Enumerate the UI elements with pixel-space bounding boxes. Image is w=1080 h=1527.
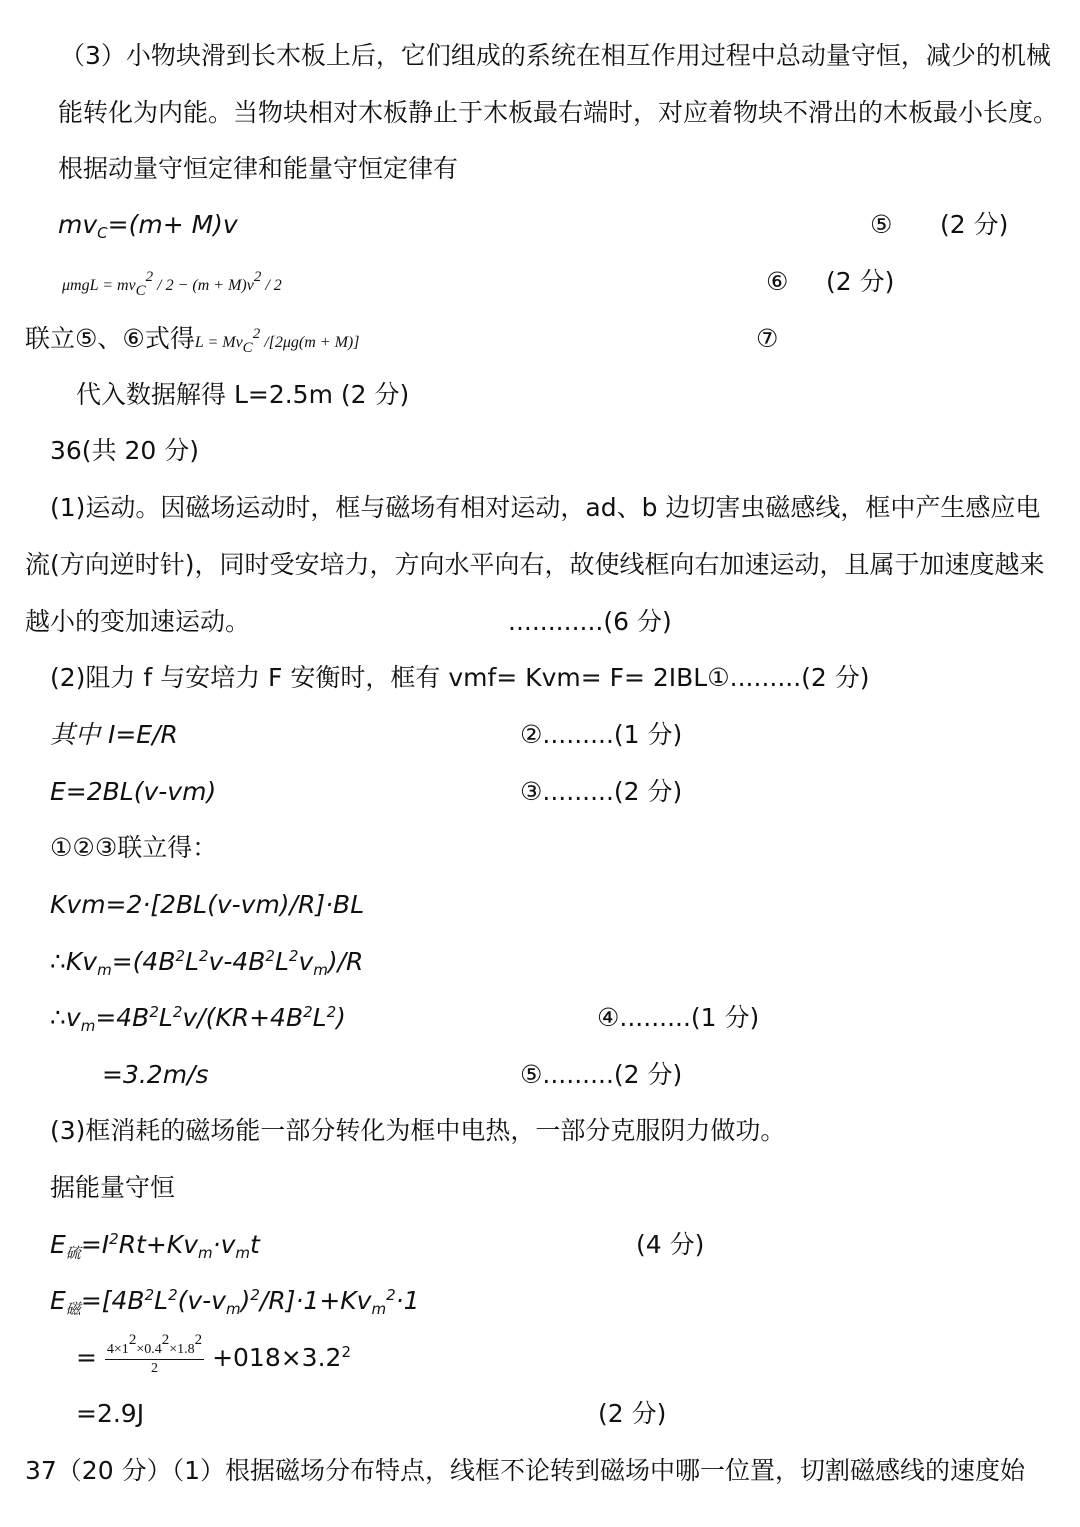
q36-energy-eq3: = $\frac{4\times 1^2\times 0.4^2\times 1.8^2}{2}$ $+018\times 3.2^2$ <box>76 1332 351 1376</box>
q36-fraction-numerator: $4\times 1^2\times 0.4^2\times 1.8^2$ <box>105 1340 204 1360</box>
q36-energy-eq1: $E_硫=I^2Rt+Kv_m\cdot v_mt$ <box>50 1230 260 1262</box>
question-37-line1: 37（20 分）（1）根据磁场分布特点，线框不论转到磁场中哪一位置，切割磁感线的速度始 <box>25 1456 1025 1485</box>
question-36-header: 36(共 20 分) <box>50 436 200 465</box>
q36-fraction <box>105 1332 204 1378</box>
combine-label <box>25 323 359 359</box>
q36-energy-result-score: (2 分) <box>598 1399 667 1428</box>
q36-part3-line1: (3)框消耗的磁场能一部分转化为框中电热，一部分克服阴力做功。 <box>50 1116 786 1145</box>
q36-emf-equation: E=2BL(v-vm) <box>50 777 217 806</box>
q36-step2: $\therefore Kv_m=(4B^2L^2v-4B^2L^2v_m)/R$ <box>50 947 364 979</box>
equation-6-marker: ⑥ <box>766 267 789 296</box>
q36-fraction-denominator: 2 <box>151 1361 159 1376</box>
combine-label-text: 联立⑤、⑥式得 <box>25 324 195 353</box>
equation-5-marker: ⑤ <box>870 210 893 239</box>
q36-step3-score: ④.........(1 分) <box>597 1003 760 1032</box>
q36-combine-label: ①②③联立得： <box>50 833 218 862</box>
q36-step1: Kvm=2·[2BL(v-vm)/R]·BL <box>50 890 365 919</box>
q36-energy-eq1-score: (4 分) <box>636 1230 705 1259</box>
equation-7-marker: ⑦ <box>756 324 779 353</box>
q36-current-score: ②.........(1 分) <box>520 720 683 749</box>
q36-energy-eq2: $E_磁=[4B^2L^2(v-v_m)^2/R]\cdot 1+Kv_m^2\cdot 1$ <box>50 1286 420 1318</box>
q36-part1-line2: 流(方向逆时针)，同时受安培力，方向水平向右，故使线框向右加速运动，且属于加速度越来 <box>25 550 1045 579</box>
q36-part1-line1: (1)运动。因磁场运动时，框与磁场有相对运动，ad、b 边切害虫磁感线，框中产生感应电 <box>50 493 1041 522</box>
q36-step3: $\therefore v_m=4B^2L^2v/(KR+4B^2L^2)$ <box>50 1003 346 1035</box>
equation-momentum: $mv_C=(m+ M)v$ <box>58 210 238 242</box>
paragraph-part3-line3: 根据动量守恒定律和能量守恒定律有 <box>58 154 459 183</box>
q36-step4-score: ⑤.........(2 分) <box>520 1060 683 1089</box>
paragraph-part3-line1: （3）小物块滑到长木板上后，它们组成的系统在相互作用过程中总动量守恒，减少的机械 <box>60 41 1051 70</box>
q36-part2-line1: (2)阻力 f 与安培力 F 安衡时，框有 vmf= Kvm= F= 2IBL①.........(2 分) <box>50 663 870 692</box>
paragraph-part3-line2: 能转化为内能。当物块相对木板静止于木板最右端时，对应着物块不滑出的木板最小长度。 <box>58 98 1059 127</box>
equation-energy: $\mu mgL = mv_C^2 / 2 - (m + M)v^2 / 2$ <box>62 269 282 299</box>
equation-6-score: (2 分) <box>826 267 895 296</box>
equation-length: $L = Mv_C^2$ /[2μg(m + M)] <box>194 326 360 356</box>
q36-part3-line2: 据能量守恒 <box>50 1173 176 1202</box>
q36-step4: =3.2m/s <box>102 1060 209 1089</box>
q36-part1-score: ............(6 分) <box>508 607 672 636</box>
equation-5-score: (2 分) <box>940 210 1009 239</box>
q36-current-equation: 其中 I=E/R <box>50 720 178 749</box>
q36-part1-line3: 越小的变加速运动。 <box>25 607 251 636</box>
q36-emf-score: ③.........(2 分) <box>520 777 683 806</box>
q36-energy-result: =2.9J <box>76 1399 145 1428</box>
result-line: 代入数据解得 L=2.5m (2 分) <box>76 380 410 409</box>
